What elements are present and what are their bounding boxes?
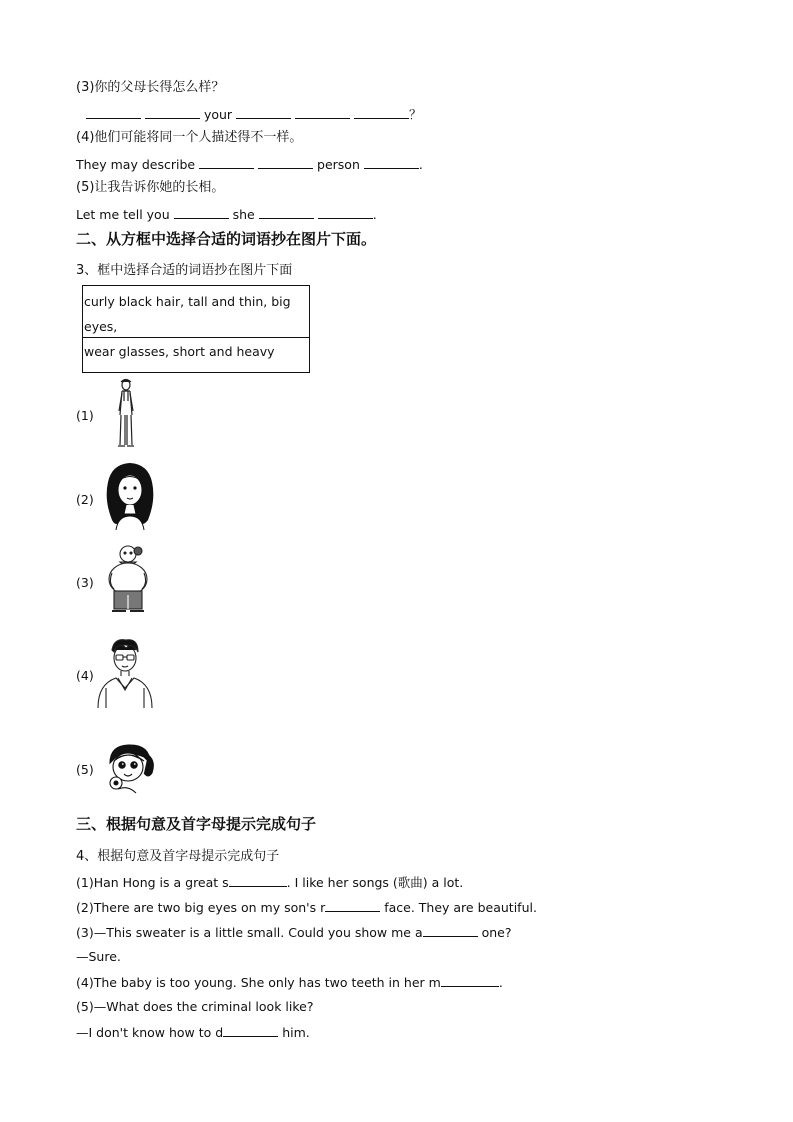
tall-thin-man-picture	[110, 377, 142, 449]
blank[interactable]	[145, 106, 200, 119]
sentence-text: .	[498, 975, 503, 990]
sentence-3-reply: —Sure.	[76, 949, 121, 964]
question-4-chinese: (4)他们可能将同一个人描述得不一样。	[76, 130, 303, 145]
sentence-5: (5)—What does the criminal look like?	[76, 999, 314, 1014]
blank[interactable]	[259, 206, 314, 219]
sentence-text: (4)The baby is too young. She only has two teeth in her m	[76, 975, 441, 990]
answer-line-4	[76, 156, 423, 173]
picture-label-2: (2)	[76, 492, 94, 507]
picture-label-1: (1)	[76, 408, 94, 423]
answer-prefix: They may describe	[76, 157, 196, 172]
glasses-man-picture	[94, 638, 156, 710]
blank[interactable]	[354, 106, 409, 119]
picture-label-4: (4)	[76, 668, 94, 683]
section-heading-2: 二、从方框中选择合适的词语抄在图片下面。	[76, 230, 377, 248]
picture-label-5: (5)	[76, 762, 94, 777]
answer-end: ？	[409, 107, 422, 122]
blank[interactable]	[258, 156, 313, 169]
question-4-prompt: 4、根据句意及首字母提示完成句子	[76, 849, 280, 864]
sentence-text: . I like her songs (歌曲) a lot.	[286, 875, 464, 890]
blank[interactable]	[441, 974, 499, 987]
blank[interactable]	[423, 924, 478, 937]
sentence-text: one?	[477, 925, 512, 940]
answer-word: your	[203, 107, 233, 122]
answer-line-5	[76, 206, 377, 223]
blank[interactable]	[236, 106, 291, 119]
big-eyes-girl-picture	[104, 743, 156, 795]
sentence-5-reply	[76, 1024, 310, 1041]
sentence-text: him.	[278, 1025, 310, 1040]
sentence-3	[76, 924, 512, 941]
blank[interactable]	[174, 206, 229, 219]
sentence-1	[76, 874, 463, 891]
word-box	[82, 285, 310, 373]
sentence-4	[76, 974, 503, 991]
word-box-line-1: curly black hair, tall and thin, big eyes,	[84, 294, 291, 334]
blank[interactable]	[325, 899, 380, 912]
question-5-chinese: (5)让我告诉你她的长相。	[76, 180, 225, 195]
blank[interactable]	[318, 206, 373, 219]
section-heading-3: 三、根据句意及首字母提示完成句子	[76, 815, 317, 833]
curly-hair-girl-picture	[102, 460, 158, 530]
blank[interactable]	[295, 106, 350, 119]
question-3-chinese: (3)你的父母长得怎么样？	[76, 80, 225, 95]
blank[interactable]	[229, 874, 287, 887]
answer-prefix: Let me tell you	[76, 207, 170, 222]
short-heavy-man-picture	[104, 543, 154, 613]
blank[interactable]	[199, 156, 254, 169]
sentence-2	[76, 899, 537, 916]
blank[interactable]	[223, 1024, 278, 1037]
answer-end: .	[418, 157, 423, 172]
answer-word: person	[317, 157, 360, 172]
word-box-line-2: wear glasses, short and heavy	[84, 344, 275, 359]
blank[interactable]	[86, 106, 141, 119]
word-box-words	[83, 286, 309, 359]
question-3-prompt: 3、框中选择合适的词语抄在图片下面	[76, 263, 293, 278]
sentence-text: (1)Han Hong is a great s	[76, 875, 229, 890]
blank[interactable]	[364, 156, 419, 169]
answer-line-3	[86, 106, 422, 123]
sentence-text: —I don't know how to d	[76, 1025, 224, 1040]
sentence-text: (3)—This sweater is a little small. Could you show me a	[76, 925, 423, 940]
sentence-text: (2)There are two big eyes on my son's r	[76, 900, 326, 915]
answer-end: .	[372, 207, 377, 222]
answer-word: she	[232, 207, 255, 222]
sentence-text: face. They are beautiful.	[380, 900, 537, 915]
picture-label-3: (3)	[76, 575, 94, 590]
